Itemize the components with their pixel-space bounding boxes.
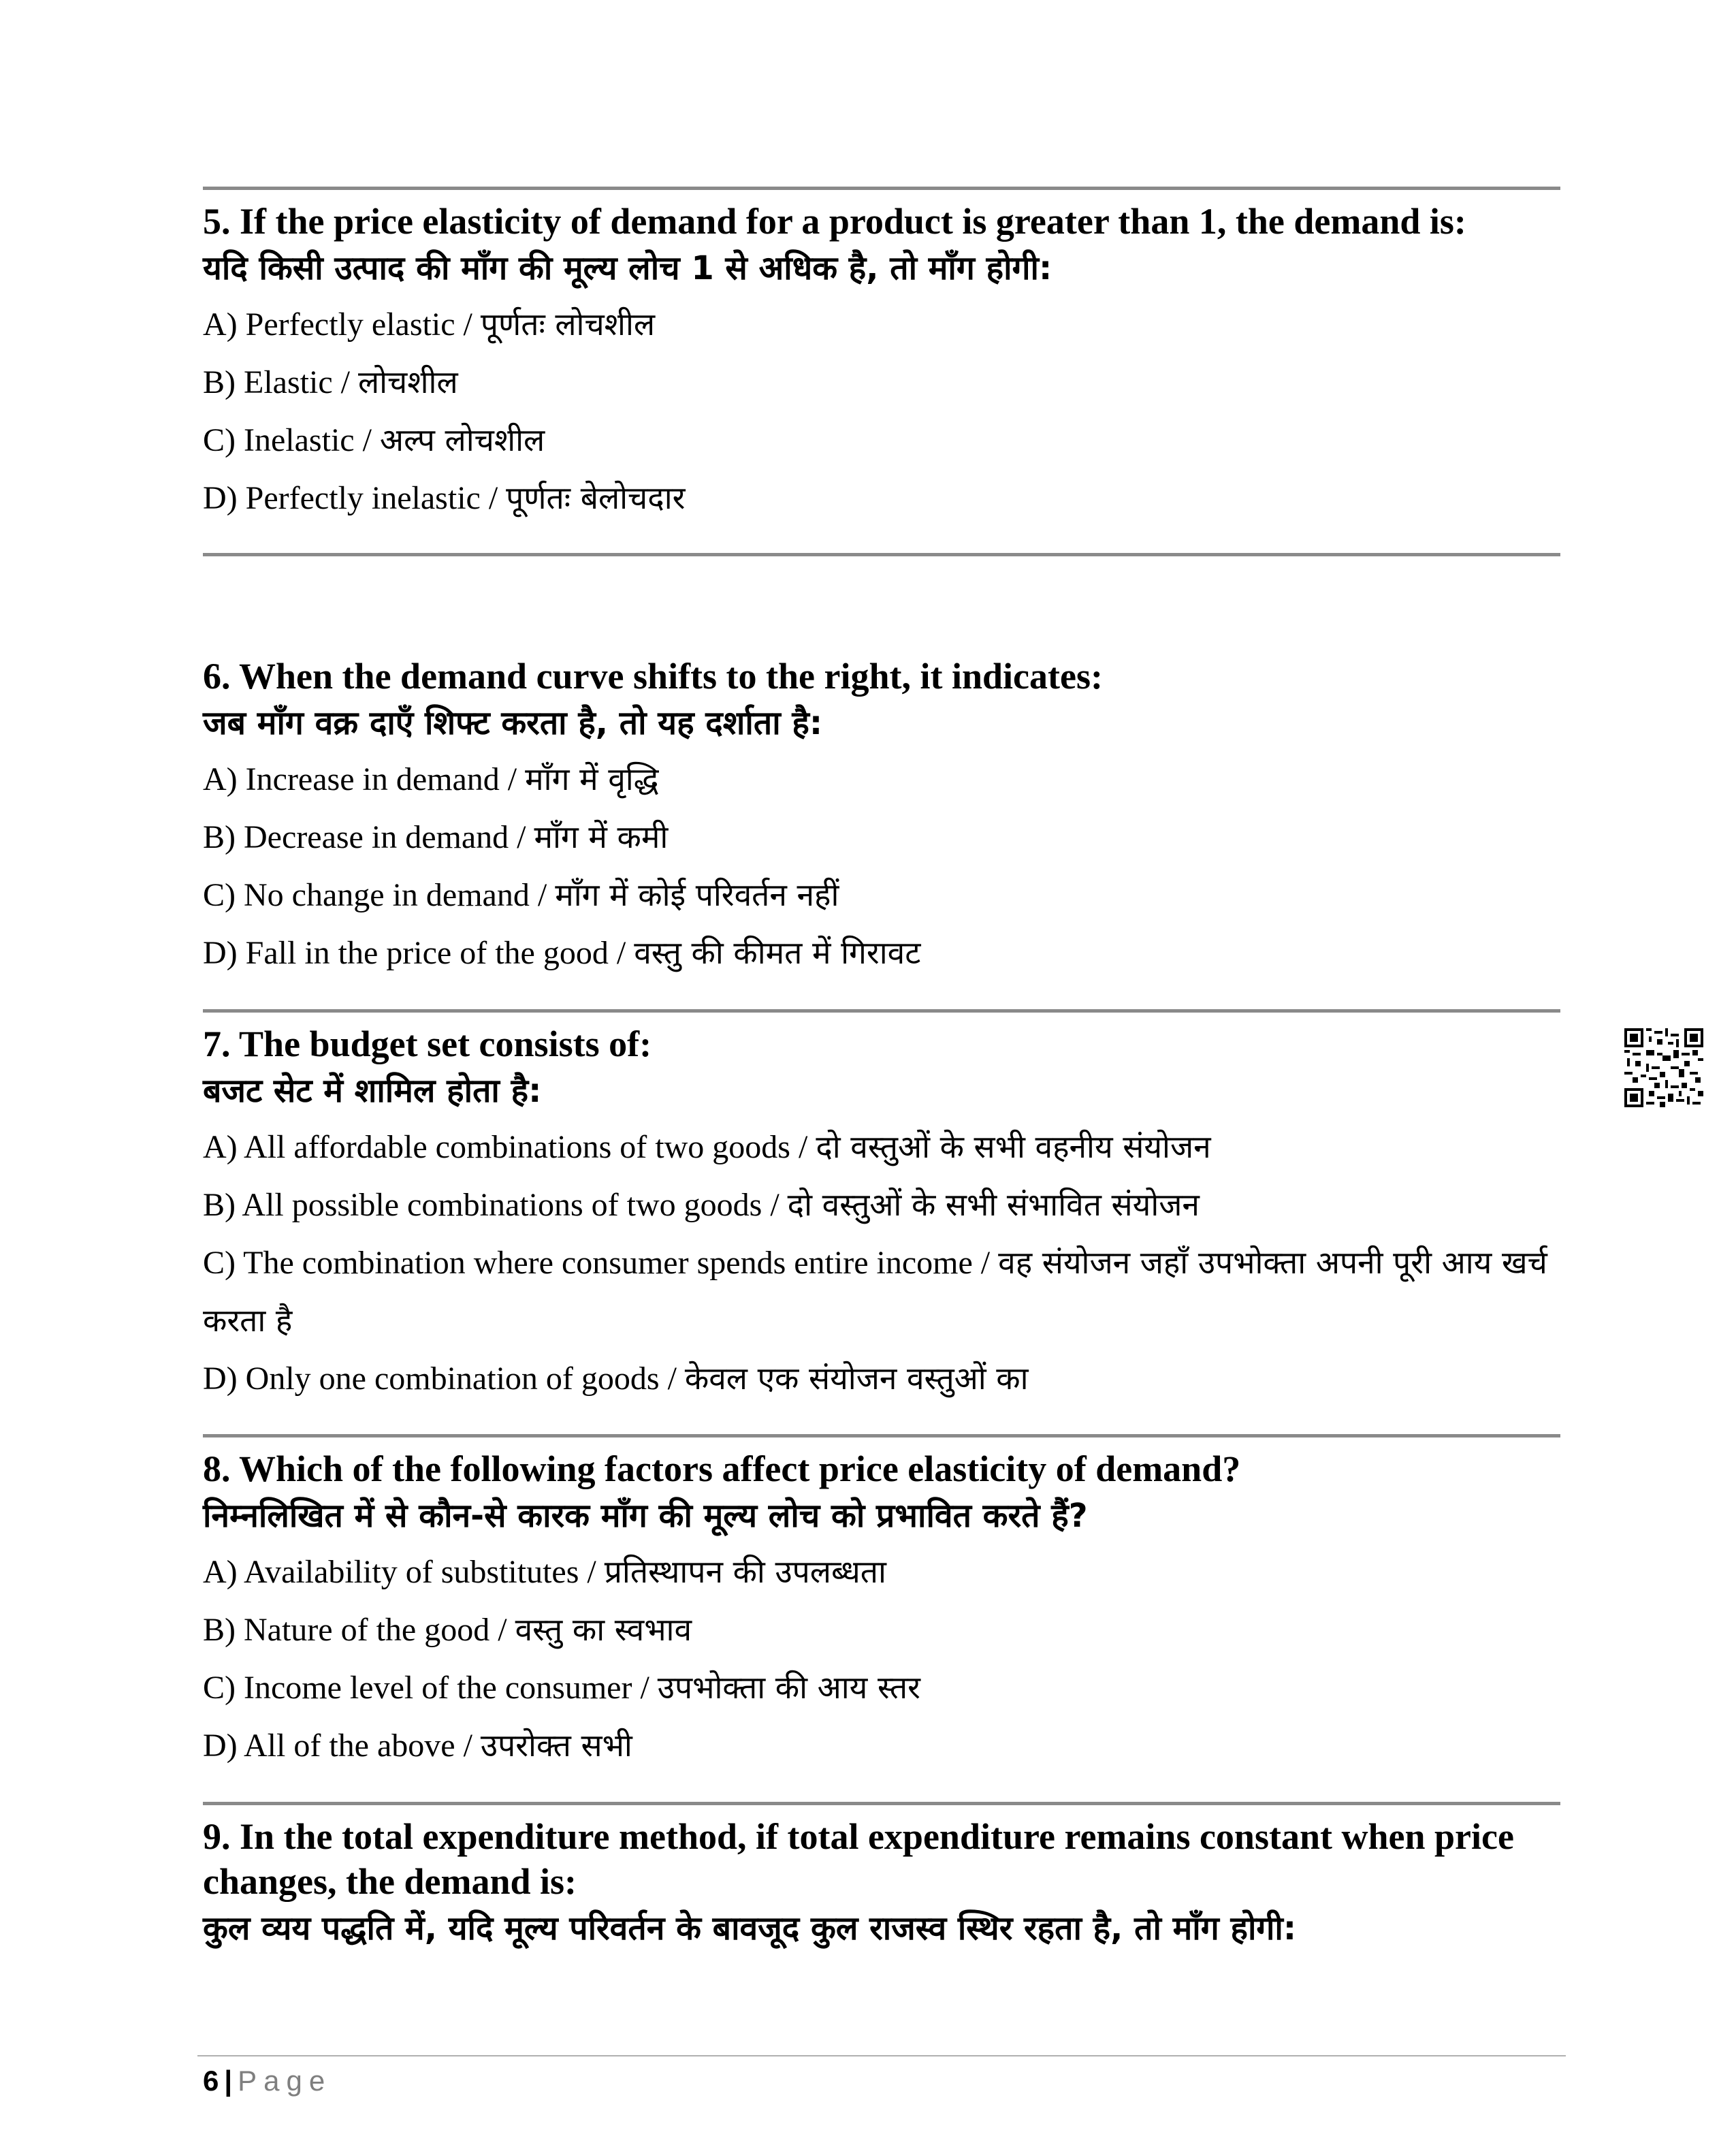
option-6c: C) No change in demand / माँग में कोई परिवर्तन नहीं (203, 876, 839, 913)
option-8b: B) Nature of the good / वस्तु का स्वभाव (203, 1611, 692, 1648)
divider (203, 553, 1560, 556)
divider (203, 1434, 1560, 1437)
option-7a: A) All affordable combinations of two goods / दो वस्तुओं के सभी वहनीय संयोजन (203, 1128, 1211, 1165)
question-5 (203, 199, 1560, 527)
option-8c: C) Income level of the consumer / उपभोक्ता की आय स्तर (203, 1669, 920, 1706)
divider (203, 187, 1560, 190)
option-7c: C) The combination where consumer spends entire income / वह संयोजन जहाँ उपभोक्ता अपनी पूरी आय खर्च करता है (203, 1244, 1547, 1339)
option-6a: A) Increase in demand / माँग में वृद्धि (203, 761, 659, 797)
page-footer (203, 2062, 332, 2100)
question-8 (203, 1446, 1560, 1775)
option-6b: B) Decrease in demand / माँग में कमी (203, 819, 669, 855)
question-9-text-hi: कुल व्यय पद्धति में, यदि मूल्य परिवर्तन के बावजूद कुल राजस्व स्थिर रहता है, तो माँग होगी: (203, 1909, 1297, 1948)
option-8d: D) All of the above / उपरोक्त सभी (203, 1727, 632, 1764)
question-6-text-hi: जब माँग वक्र दाएँ शिफ्ट करता है, तो यह दर्शाता है: (203, 704, 823, 742)
option-5b: B) Elastic / लोचशील (203, 364, 458, 400)
page-label: Page (238, 2065, 332, 2097)
question-8-text-en: 8. Which of the following factors affect price elasticity of demand? (203, 1448, 1241, 1489)
option-8a: A) Availability of substitutes / प्रतिस्थापन की उपलब्धता (203, 1553, 886, 1590)
question-7-text-hi: बजट सेट में शामिल होता है: (203, 1072, 542, 1110)
question-7 (203, 1021, 1560, 1408)
divider (203, 1802, 1560, 1805)
question-7-text-en: 7. The budget set consists of: (203, 1023, 652, 1064)
footer-divider (197, 2055, 1566, 2056)
question-6 (203, 654, 1560, 982)
question-9-text-en: 9. In the total expenditure method, if total expenditure remains constant when price changes, the demand is: (203, 1816, 1514, 1902)
page-number: 6 (203, 2065, 219, 2097)
divider (203, 1009, 1560, 1013)
option-5c: C) Inelastic / अल्प लोचशील (203, 422, 545, 458)
option-6d: D) Fall in the price of the good / वस्तु की कीमत में गिरावट (203, 934, 921, 971)
question-5-text-hi: यदि किसी उत्पाद की माँग की मूल्य लोच 1 से अधिक है, तो माँग होगी: (203, 249, 1052, 287)
option-5a: A) Perfectly elastic / पूर्णतः लोचशील (203, 306, 656, 343)
option-7d: D) Only one combination of goods / केवल एक संयोजन वस्तुओं का (203, 1360, 1029, 1397)
option-5d: D) Perfectly inelastic / पूर्णतः बेलोचदार (203, 479, 686, 516)
question-9 (203, 1814, 1560, 1953)
question-8-text-hi: निम्नलिखित में से कौन-से कारक माँग की मूल्य लोच को प्रभावित करते हैं? (203, 1497, 1088, 1535)
question-5-text-en: 5. If the price elasticity of demand for a product is greater than 1, the demand is: (203, 201, 1466, 242)
qr-code-icon (1624, 1028, 1703, 1107)
option-7b: B) All possible combinations of two goods / दो वस्तुओं के सभी संभावित संयोजन (203, 1186, 1200, 1223)
question-6-text-en: 6. When the demand curve shifts to the right, it indicates: (203, 656, 1103, 697)
footer-separator: | (224, 2065, 233, 2097)
